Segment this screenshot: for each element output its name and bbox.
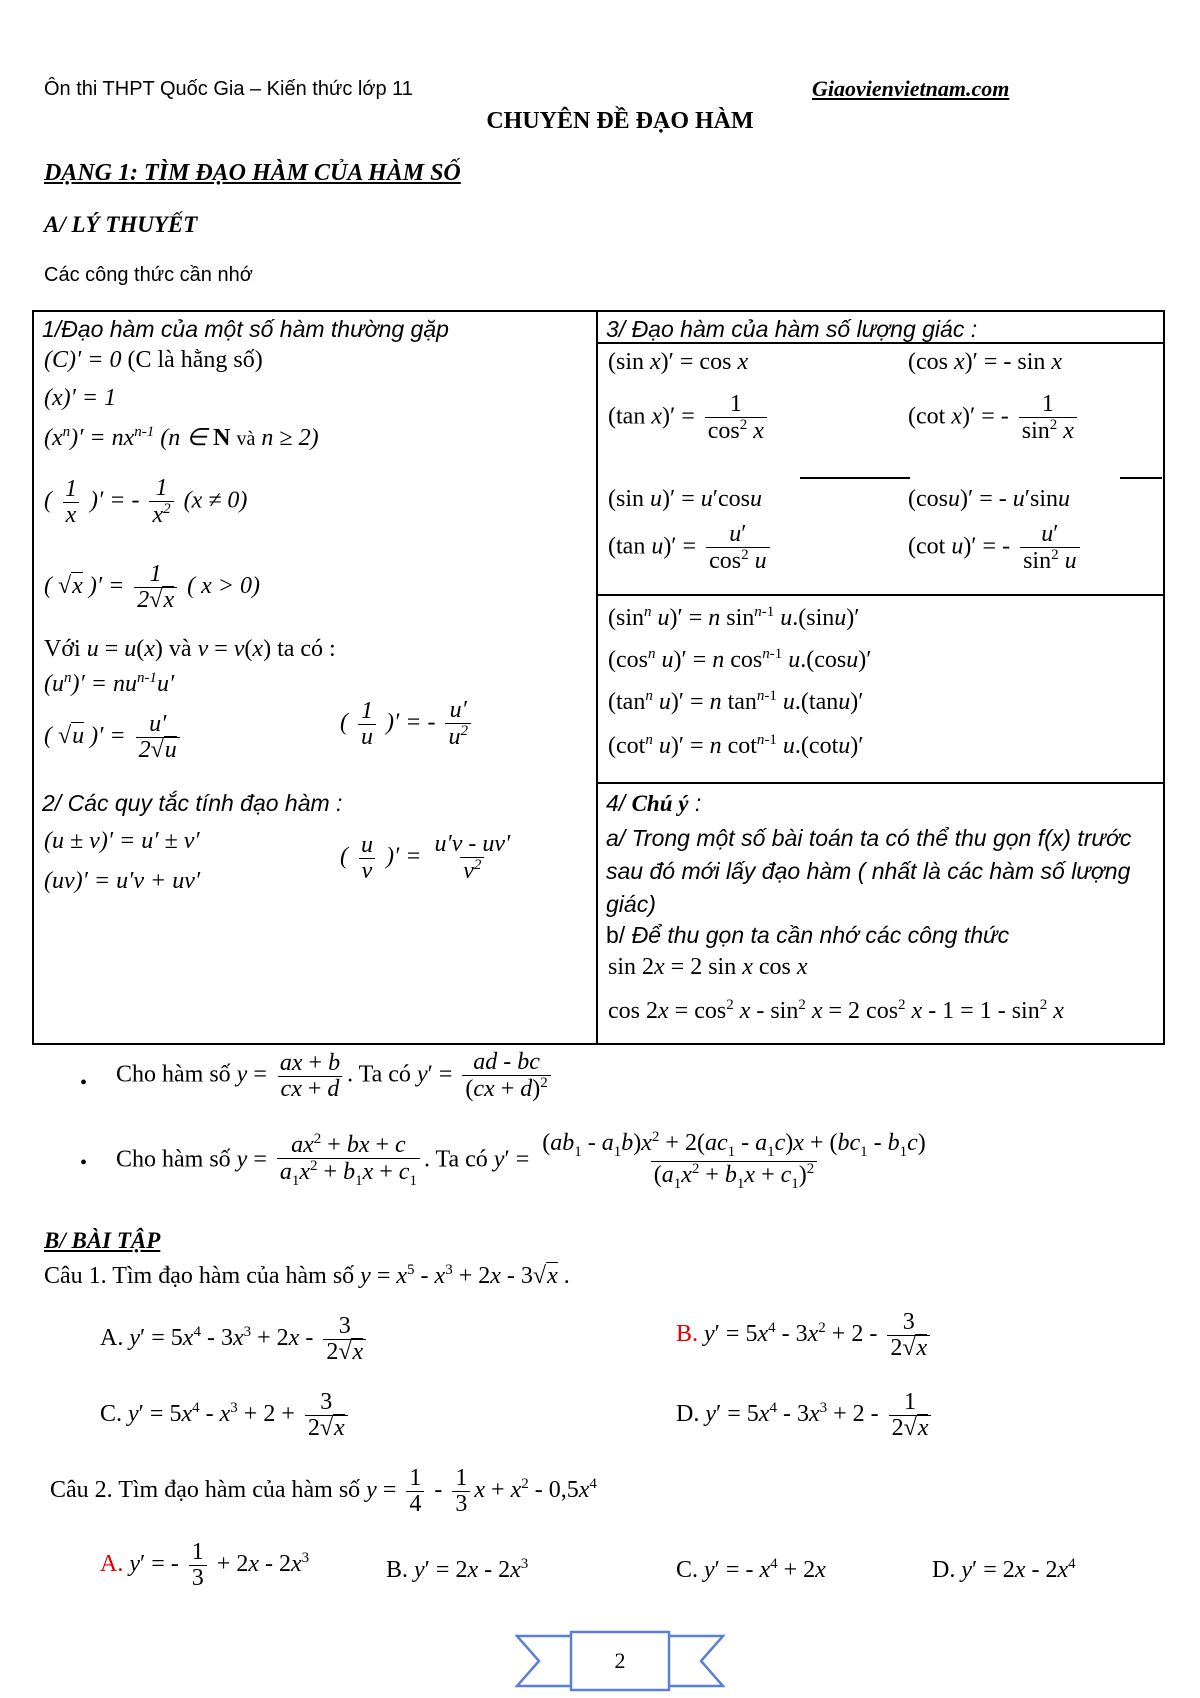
table-heading-rules: 2/ Các quy tắc tính đạo hàm : <box>42 790 343 816</box>
q2-option-c[interactable]: C. y′ = - $x^4 + 2x$ <box>676 1556 826 1583</box>
formula-reciprocal: ( $\frac{1}{x}$ )′ = - $\frac{1}{x^2}$ (x ≠ 0) <box>44 475 248 529</box>
table-divider-h2b <box>800 477 910 479</box>
table-divider-vertical <box>596 310 598 1043</box>
table-divider-h2c <box>1120 477 1162 479</box>
q1-option-b[interactable]: B. $y' = 5x^4 - 3x^2 + 2$ - $\frac{3}{2√x}$ <box>676 1310 934 1361</box>
note-a-text: a/ Trong một số bài toán ta có thể thu gọn f(x) trước sau đó mới lấy đạo hàm ( nhất là các hàm số lượng giác) <box>606 825 1132 917</box>
header-site-link[interactable]: Giaovienvietnam.com <box>812 76 1010 101</box>
ta-co-label: . Ta có <box>347 1061 411 1088</box>
formula-un: $(u^n)' = nu^{n-1}u'$ <box>44 670 175 697</box>
option-letter: D. <box>932 1557 956 1583</box>
q1-option-c[interactable]: C. $y' = 5x^4 - x^3 + 2$ + $\frac{3}{2√x}$ <box>100 1390 352 1441</box>
table-divider-h2a <box>596 477 598 479</box>
formula-constant: (C)′ = 0 (C là hằng số) <box>44 347 263 373</box>
note-b-prefix: b/ <box>606 922 626 948</box>
formula-cos: (cos x)′ = - sin x <box>908 349 1063 375</box>
page-title: CHUYÊN ĐỀ ĐẠO HÀM <box>486 108 754 134</box>
q2-option-d[interactable]: D. $y' = 2x - 2x^4$ <box>932 1556 1076 1583</box>
page-number: 2 <box>614 1648 626 1673</box>
q1-option-d[interactable]: D. $y' = 5x^4 - 3x^3 + 2$ - $\frac{1}{2√x}$ <box>676 1390 935 1441</box>
formula-reciprocal-u: ( $\frac{1}{u}$ )′ = - $\frac{u'}{u^2}$ <box>340 698 475 750</box>
note-number: 4/ <box>606 790 626 816</box>
formula-sin-u: (sin u)′ = u′cosu <box>608 486 763 512</box>
section-heading-ly-thuyet: A/ LÝ THUYẾT <box>44 212 198 237</box>
formula-cot-u: (cot u)′ = - $\frac{u'}{\sin^2 u}$ <box>908 522 1084 574</box>
formula-sqrt-u: ( √u )′ = $\frac{u'}{2√u}$ <box>44 712 184 763</box>
formula-product-rule: (uv)′ = u′v + uv′ <box>44 868 201 894</box>
bullet-rational: Cho hàm số y = $\frac{ax^2 + bx + c}{a_1x^2 + b_1x + c_1}$ . Ta có y′ = $\frac{(ab_1 - a_1b)x^2 + 2(ac_1 - a_1c)x + (bc_1 - b_1c)}{(a_1x^2 + b_1x + c_1)^2}$ <box>116 1129 926 1192</box>
question-2: Câu 2. Tìm đạo hàm của hàm số y = $\frac{1}{4}$ - $\frac{1}{3}$ $x + x^2 - 0,5x^4$ <box>50 1465 597 1518</box>
note-title: Chú ý <box>631 791 689 816</box>
formula-tan-n-u: ($\tan^n$ u)′ = n $\tan^{n-1} u.(\tan u)'$ <box>608 688 864 715</box>
note-b-body: Để thu gọn ta cần nhớ các công thức <box>631 922 1010 948</box>
table-heading-trig: 3/ Đạo hàm của hàm số lượng giác : <box>606 316 978 342</box>
option-letter: C. <box>676 1557 699 1583</box>
with-label: Với <box>44 636 81 662</box>
table-heading-common: 1/Đạo hàm của một số hàm thường gặp <box>42 316 449 342</box>
question-1-label: Câu 1. Tìm đạo hàm của hàm số <box>44 1263 355 1289</box>
formula-sum-rule: (u ± v)′ = u′ ± v′ <box>44 828 200 854</box>
bullet-dot: • <box>80 1152 88 1174</box>
ta-co-label: ta có : <box>277 636 336 662</box>
formula-cot-n-u: ($\cot^n$ u)′ = n $\cot^{n-1} u.(\cot u)'$ <box>608 732 864 759</box>
intro-text: Các công thức cần nhớ <box>44 264 253 286</box>
q1-option-a[interactable]: A. $y' = 5x^4 - 3x^3 + 2x$ - $\frac{3}{2√x}$ <box>100 1314 370 1365</box>
option-letter: B. <box>386 1557 409 1583</box>
formula-sin-2x: sin 2x = 2 sin x cos x <box>608 954 808 980</box>
bullet-label: Cho hàm số <box>116 1146 231 1173</box>
formula-tan-u: (tan u)′ = $\frac{u'}{\cos^2 u}$ <box>608 522 774 574</box>
question-1: Câu 1. Tìm đạo hàm của hàm số $y = x^5 - x^3 + 2x - 3√x$ . <box>44 1262 570 1289</box>
formula-cos-u: (cosu)′ = - u′sinu <box>908 486 1071 512</box>
q2-option-a[interactable]: A. y′ = - $\frac{1}{3}$ + $2x - 2x^3$ <box>100 1539 310 1592</box>
table-heading-note <box>606 790 701 817</box>
constant-note: (C là hằng số) <box>127 347 263 373</box>
question-2-label: Câu 2. Tìm đạo hàm của hàm số <box>50 1477 361 1504</box>
note-colon: : <box>694 790 702 816</box>
formula-tan: (tan x)′ = $\frac{1}{\cos^2 x}$ <box>608 392 771 444</box>
ta-co-label: . Ta có <box>423 1146 488 1173</box>
section-heading-dang1: DẠNG 1: TÌM ĐẠO HÀM CỦA HÀM SỐ <box>44 160 461 186</box>
formula-cot: (cot x)′ = - $\frac{1}{\sin^2 x}$ <box>908 392 1081 444</box>
option-letter: C. <box>100 1401 123 1428</box>
formula-composite-intro: Với u = u(x) và v = v(x) ta có : <box>44 636 336 662</box>
option-letter-correct: B. <box>676 1321 699 1348</box>
header-left: Ôn thi THPT Quốc Gia – Kiến thức lớp 11 <box>44 78 413 100</box>
bullet-homographic: Cho hàm số y = $\frac{ax + b}{cx + d}$ . Ta có y′ = $\frac{ad - bc}{(cx + d)^2}$ <box>116 1050 555 1102</box>
formula-cos-2x: $\cos 2x = \cos^2 x - \sin^2 x = 2$ $\cos^2 x - 1 = 1 - \sin^2 x$ <box>608 997 1064 1024</box>
formula-cos-n-u: ($\cos^n$ u)′ = n $\cos^{n-1} u.(\cos u)'$ <box>608 646 872 673</box>
bullet-label: Cho hàm số <box>116 1061 231 1088</box>
option-letter: A. <box>100 1325 124 1352</box>
option-letter-correct: A. <box>100 1551 124 1578</box>
formula-sqrt: ( √x )′ = $\frac{1}{2√x}$ ( x > 0) <box>44 561 260 614</box>
table-divider-h4 <box>596 782 1163 784</box>
bullet-dot: • <box>80 1072 88 1094</box>
table-divider-h3 <box>596 594 1163 596</box>
q2-option-b[interactable]: B. $y' = 2x - 2x^3$ <box>386 1556 529 1583</box>
option-letter: D. <box>676 1401 700 1428</box>
formula-quotient-rule: ( $\frac{u}{v}$ )′ = $\frac{u'v - uv'}{v^2}$ <box>340 831 511 885</box>
formula-sin-n-u: ($\sin^n$ u)′ = n $\sin^{n-1} u.(\sin u)'$ <box>608 604 860 631</box>
formula-x: (x)′ = 1 <box>44 385 117 411</box>
formula-power: $(x^n)' = nx^{n-1}$ (n ∈ N và n ≥ 2) <box>44 424 319 451</box>
section-heading-bai-tap: B/ BÀI TẬP <box>44 1228 161 1253</box>
note-b-text <box>606 922 1009 949</box>
formula-sin: (sin x)′ = cos x <box>608 349 749 375</box>
